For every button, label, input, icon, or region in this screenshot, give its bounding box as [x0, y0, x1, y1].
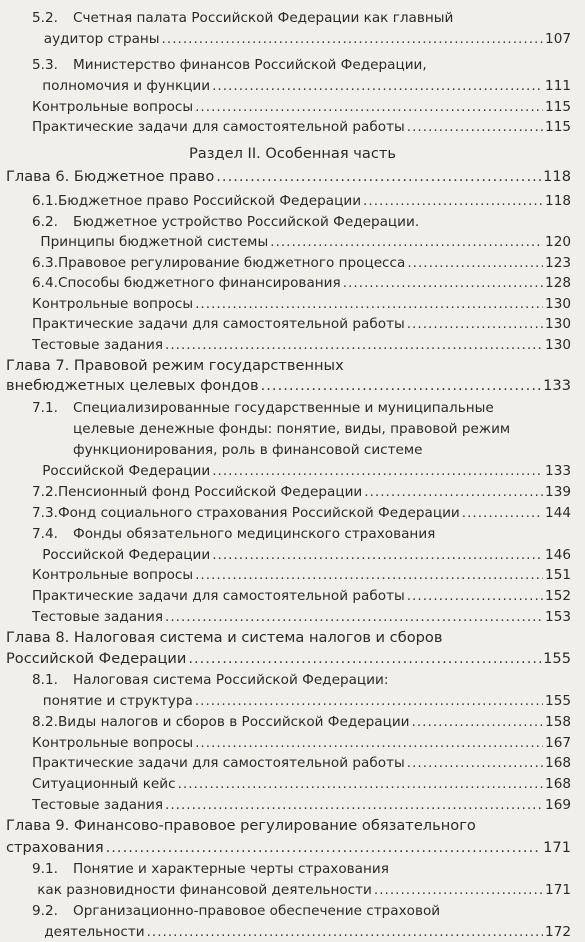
toc-entry-title: Контрольные вопросы — [32, 296, 194, 312]
dot-leader — [212, 76, 543, 96]
toc-line — [32, 419, 571, 439]
toc-entry-title: полномочия и функции — [42, 78, 211, 94]
toc-line — [32, 440, 571, 460]
toc-line — [32, 273, 571, 293]
toc-line — [32, 55, 571, 75]
dot-leader — [195, 565, 543, 585]
toc-line — [6, 838, 571, 858]
page-number: 133 — [543, 377, 571, 394]
page-number: 153 — [545, 609, 571, 625]
dot-leader — [195, 97, 543, 117]
page-number: 118 — [545, 193, 571, 209]
dot-leader — [165, 607, 543, 627]
dot-leader — [407, 253, 543, 273]
toc-line — [32, 691, 571, 711]
page-number: 146 — [545, 547, 571, 563]
section-heading — [0, 144, 585, 164]
page-number: 152 — [545, 588, 571, 604]
page-number: 155 — [543, 650, 571, 667]
dot-leader — [407, 586, 543, 606]
toc-entry-title: Российской Федерации — [42, 547, 211, 563]
chapter-title: Российской Федерации — [6, 650, 187, 667]
page-number: 130 — [545, 316, 571, 332]
toc-line — [32, 29, 571, 49]
page-number: 115 — [545, 119, 571, 135]
dot-leader — [407, 117, 543, 137]
toc-line — [32, 545, 571, 565]
toc-line — [32, 253, 571, 273]
dot-leader — [188, 649, 541, 669]
dot-leader — [363, 191, 543, 211]
dot-leader — [270, 232, 543, 252]
page-number: 151 — [545, 567, 571, 583]
toc-item-number: 6.3. — [32, 255, 58, 271]
toc-item-number: 6.2. — [32, 214, 58, 230]
dot-leader — [261, 376, 541, 396]
toc-line — [32, 335, 571, 355]
page-number: 155 — [545, 693, 571, 709]
toc-entry-title: Тестовые задания — [32, 337, 163, 353]
toc-entry-title: Тестовые задания — [32, 797, 163, 813]
page-number: 171 — [543, 839, 571, 856]
toc-line — [6, 649, 571, 669]
toc-item-number: 5.2. — [32, 10, 58, 26]
toc-line — [32, 901, 571, 921]
dot-leader — [165, 335, 543, 355]
page-number: 111 — [545, 78, 571, 94]
toc-entry-title: Организационно-правовое обеспечение страховой — [73, 903, 441, 919]
toc-line — [32, 565, 571, 585]
toc-item-number: 7.4. — [32, 526, 58, 542]
page-number: 130 — [545, 337, 571, 353]
toc-line — [32, 212, 571, 232]
toc-entry-title: Бюджетное устройство Российской Федерации. — [73, 214, 420, 230]
page-number: 130 — [545, 296, 571, 312]
toc-entry-title: Налоговая система Российской Федерации: — [73, 672, 389, 688]
toc-entry-title: Принципы бюджетной системы — [40, 234, 269, 250]
toc-line — [32, 314, 571, 334]
dot-leader — [106, 838, 541, 858]
dot-leader — [147, 922, 543, 942]
toc-line — [32, 524, 571, 544]
dot-leader — [374, 880, 543, 900]
toc-line — [32, 461, 571, 481]
dot-leader — [462, 503, 543, 523]
toc-entry-title: Контрольные вопросы — [32, 567, 194, 583]
toc-entry-title: Счетная палата Российской Федерации как главный — [73, 10, 454, 26]
toc-item-number: 8.2. — [32, 714, 58, 730]
toc-entry-title: как разновидности финансовой деятельности — [37, 882, 372, 898]
chapter-title: внебюджетных целевых фондов — [6, 377, 259, 394]
toc-line — [32, 859, 571, 879]
page-number: 128 — [545, 275, 571, 291]
toc-line — [6, 816, 571, 836]
toc-line — [32, 795, 571, 815]
toc-item-number: 9.1. — [32, 861, 58, 877]
dot-leader — [407, 314, 543, 334]
toc-entry-title: функционирования, роль в финансовой системе — [73, 442, 423, 458]
chapter-title: Глава 8. Налоговая система и система налогов и сборов — [6, 629, 443, 646]
toc-line — [32, 670, 571, 690]
toc-item-number: 9.2. — [32, 903, 58, 919]
dot-leader — [212, 461, 543, 481]
toc-line — [32, 294, 571, 314]
dot-leader — [178, 774, 543, 794]
toc-line — [6, 376, 571, 396]
toc-entry-title: Практические задачи для самостоятельной работы — [32, 316, 405, 332]
page-number: 139 — [545, 484, 571, 500]
chapter-title: страхования — [6, 839, 104, 856]
toc-line — [32, 922, 571, 942]
toc-entry-title: аудитор страны — [43, 31, 160, 47]
toc-entry-title: Виды налогов и сборов в Российской Федерации — [57, 714, 410, 730]
dot-leader — [162, 29, 544, 49]
toc-item-number: 7.1. — [32, 400, 58, 416]
page-number: 120 — [545, 234, 571, 250]
toc-entry-title: Российской Федерации — [42, 463, 211, 479]
toc-entry-title: Контрольные вопросы — [32, 99, 194, 115]
page-number: 115 — [545, 99, 571, 115]
toc-line — [6, 356, 571, 376]
toc-line — [32, 712, 571, 732]
section-title: Раздел II. Особенная часть — [189, 145, 396, 162]
toc-entry-title: Контрольные вопросы — [32, 735, 194, 751]
dot-leader — [216, 167, 541, 187]
toc-item-number: 7.3. — [32, 505, 58, 521]
toc-line — [32, 97, 571, 117]
dot-leader — [195, 691, 543, 711]
toc-item-number: 5.3. — [32, 57, 58, 73]
toc-line — [32, 232, 571, 252]
toc-line — [6, 628, 571, 648]
toc-item-number: 6.1. — [32, 193, 58, 209]
page-number: 171 — [545, 882, 571, 898]
page-number: 133 — [545, 463, 571, 479]
dot-leader — [195, 294, 543, 314]
toc-item-number: 7.2. — [32, 484, 58, 500]
page-number: 123 — [545, 255, 571, 271]
chapter-title: Глава 6. Бюджетное право — [6, 168, 215, 185]
toc-line — [32, 8, 571, 28]
toc-line — [32, 398, 571, 418]
dot-leader — [343, 273, 543, 293]
toc-entry-title: Бюджетное право Российской Федерации — [57, 193, 362, 209]
toc-line — [32, 774, 571, 794]
dot-leader — [412, 712, 544, 732]
toc-line — [32, 482, 571, 502]
dot-leader — [165, 795, 543, 815]
dot-leader — [195, 733, 543, 753]
page-number: 169 — [545, 797, 571, 813]
toc-entry-title: Практические задачи для самостоятельной работы — [32, 588, 405, 604]
toc-entry-title: Пенсионный фонд Российской Федерации — [57, 484, 363, 500]
dot-leader — [364, 482, 543, 502]
toc-line — [32, 753, 571, 773]
page-number: 172 — [545, 924, 571, 940]
chapter-title: Глава 7. Правовой режим государственных — [6, 357, 344, 374]
toc-entry-title: Понятие и характерные черты страхования — [73, 861, 389, 877]
toc-line — [32, 191, 571, 211]
toc-line — [32, 76, 571, 96]
page-number: 107 — [545, 31, 571, 47]
dot-leader — [212, 545, 543, 565]
toc-entry-title: целевые денежные фонды: понятие, виды, правовой режим — [73, 421, 511, 437]
toc-entry-title: Практические задачи для самостоятельной работы — [32, 755, 405, 771]
toc-entry-title: Тестовые задания — [32, 609, 163, 625]
page-number: 168 — [545, 755, 571, 771]
page-number: 118 — [543, 168, 571, 185]
toc-entry-title: Фонды обязательного медицинского страхования — [73, 526, 436, 542]
toc-line — [32, 117, 571, 137]
toc-entry-title: Правовое регулирование бюджетного процесса — [57, 255, 406, 271]
toc-line — [32, 586, 571, 606]
toc-line — [6, 167, 571, 187]
toc-entry-title: Практические задачи для самостоятельной работы — [32, 119, 405, 135]
toc-item-number: 8.1. — [32, 672, 58, 688]
page-number: 158 — [545, 714, 571, 730]
toc-entry-title: Ситуационный кейс — [32, 776, 176, 792]
dot-leader — [407, 753, 543, 773]
page-number: 144 — [545, 505, 571, 521]
page-number: 168 — [545, 776, 571, 792]
toc-line — [32, 503, 571, 523]
toc-entry-title: понятие и структура — [42, 693, 193, 709]
toc-entry-title: Специализированные государственные и муниципальные — [73, 400, 494, 416]
toc-line — [32, 880, 571, 900]
toc-entry-title: Министерство финансов Российской Федерации, — [73, 57, 427, 73]
toc-item-number: 6.4. — [32, 275, 58, 291]
toc-line — [32, 733, 571, 753]
page-number: 167 — [545, 735, 571, 751]
chapter-title: Глава 9. Финансово-правовое регулирование обязательного — [6, 817, 476, 834]
toc-line — [32, 607, 571, 627]
toc-entry-title: деятельности — [44, 924, 145, 940]
toc-entry-title: Способы бюджетного финансирования — [57, 275, 341, 291]
toc-entry-title: Фонд социального страхования Российской Федерации — [57, 505, 460, 521]
